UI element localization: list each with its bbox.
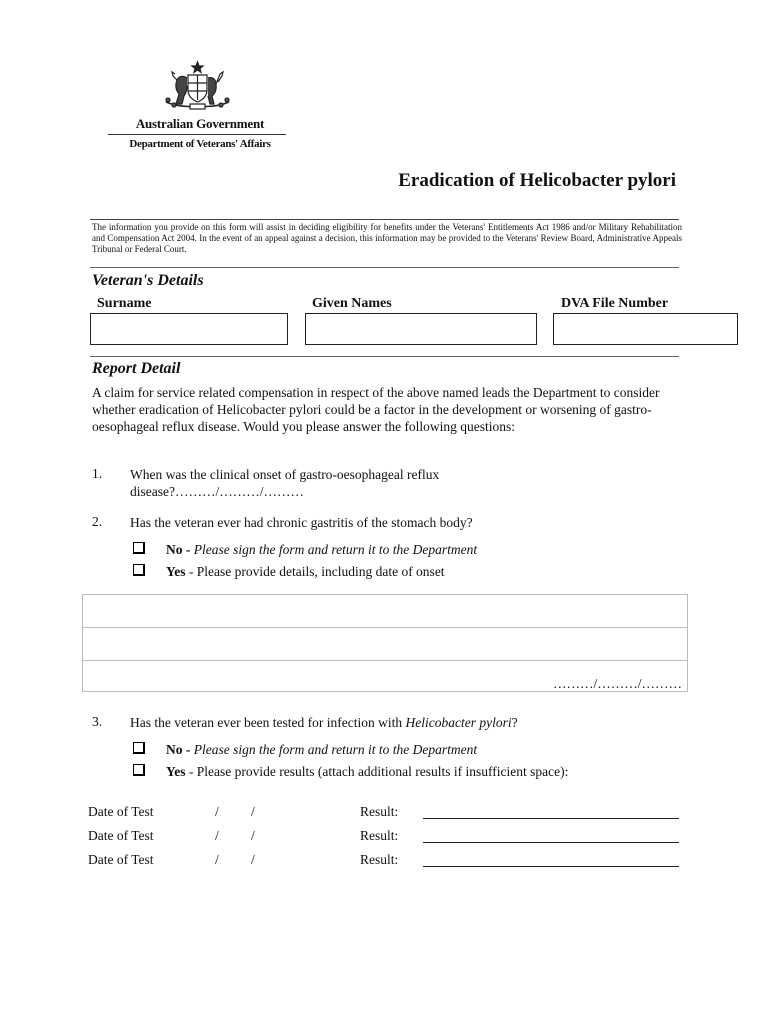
question-3-no-checkbox[interactable] <box>133 742 145 754</box>
question-3-number: 3. <box>92 714 103 729</box>
dva-file-number-field[interactable] <box>553 313 738 345</box>
divider <box>90 219 679 220</box>
question-2-yes-checkbox[interactable] <box>133 564 145 576</box>
result-label: Result: <box>360 852 399 867</box>
question-3-yes-option <box>166 764 568 780</box>
dept-name: Department of Veterans' Affairs <box>129 138 271 150</box>
option-no-label: No - <box>166 542 194 557</box>
dva-file-number-label: DVA File Number <box>561 296 669 311</box>
option-no-instruction: Please sign the form and return it to the Department <box>193 742 478 757</box>
surname-field[interactable] <box>90 313 288 345</box>
gov-name-underline <box>108 134 286 135</box>
option-yes-label: Yes <box>166 564 186 579</box>
divider <box>90 267 679 268</box>
details-row-divider <box>83 660 687 661</box>
date-separator: / <box>251 852 255 867</box>
question-3-text-organism: Helicobacter pylori <box>405 715 512 730</box>
question-3-text-prefix: Has the veteran ever been tested for infection with <box>130 715 406 730</box>
question-2-no-option <box>166 542 477 558</box>
date-separator: / <box>251 804 255 819</box>
given-names-field[interactable] <box>305 313 537 345</box>
option-no-instruction: Please sign the form and return it to the Department <box>193 542 478 557</box>
divider <box>90 356 679 357</box>
question-2-text: Has the veteran ever had chronic gastritis of the stomach body? <box>130 515 473 530</box>
question-2-number: 2. <box>92 514 103 529</box>
result-label: Result: <box>360 804 399 819</box>
gov-name: Australian Government <box>135 116 265 131</box>
surname-label: Surname <box>97 296 152 311</box>
question-2-no-checkbox[interactable] <box>133 542 145 554</box>
question-3-text-suffix: ? <box>511 715 518 730</box>
question-3-text <box>130 714 518 731</box>
result-label: Result: <box>360 828 399 843</box>
question-3-no-option <box>166 742 477 758</box>
option-yes-instruction: - Please provide results (attach additional results if insufficient space): <box>185 764 569 779</box>
result-field[interactable] <box>423 818 679 819</box>
date-separator: / <box>251 828 255 843</box>
option-yes-label: Yes <box>166 764 186 779</box>
date-separator: / <box>215 828 219 843</box>
date-separator: / <box>215 804 219 819</box>
report-detail-heading: Report Detail <box>92 360 181 377</box>
question-1-text: When was the clinical onset of gastro-oesophageal reflux disease?………/………/……… <box>130 467 440 499</box>
date-of-test-label: Date of Test <box>88 852 154 867</box>
option-yes-instruction: - Please provide details, including date of onset <box>185 564 445 579</box>
question-2-yes-option <box>166 564 445 580</box>
veteran-details-heading: Veteran's Details <box>92 272 204 289</box>
details-row-divider <box>83 627 687 628</box>
question-2-onset-date: ………/………/……… <box>552 676 682 691</box>
report-intro: A claim for service related compensation in respect of the above named leads the Department to consider whether eradication of Helicobacter pylori could be a factor in the development or worsening of gastro-oesophageal reflux disease. Would you please answer the following questions: <box>92 385 660 434</box>
result-field[interactable] <box>423 866 679 867</box>
option-no-label: No - <box>166 742 194 757</box>
form-title: Eradication of Helicobacter pylori <box>398 170 676 191</box>
date-of-test-label: Date of Test <box>88 828 154 843</box>
question-3-yes-checkbox[interactable] <box>133 764 145 776</box>
result-field[interactable] <box>423 842 679 843</box>
coat-of-arms-icon <box>160 60 235 112</box>
given-names-label: Given Names <box>312 296 392 311</box>
date-of-test-label: Date of Test <box>88 804 154 819</box>
question-1-number: 1. <box>92 466 103 481</box>
privacy-notice: The information you provide on this form will assist in deciding eligibility for benefits under the Veterans' Entitlements Act 1986 and/or Military Rehabilitation and Compensation Act 2004. In the event of an appeal against a decision, this information may be provided to the Veterans' Review Board, Administrative Appeals Tribunal or Federal Court. <box>92 222 682 254</box>
date-separator: / <box>215 852 219 867</box>
